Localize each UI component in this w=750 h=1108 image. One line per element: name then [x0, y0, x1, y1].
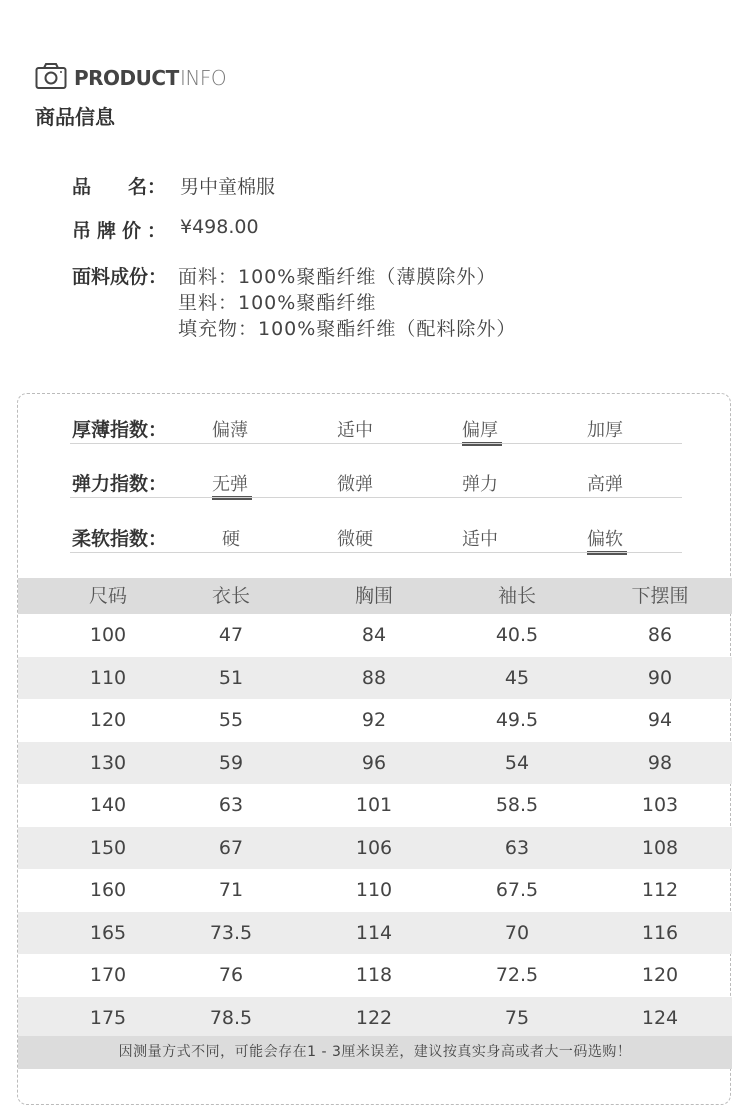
- price-value: ¥498.00: [180, 216, 259, 238]
- fabric-line: 面料：100%聚酯纤维（薄膜除外）: [178, 266, 497, 288]
- table-cell: 90: [647, 666, 673, 689]
- table-cell: 110: [355, 879, 393, 901]
- table-cell: 86: [647, 624, 673, 646]
- table-cell: 45: [504, 666, 530, 689]
- index-option: 加厚: [587, 420, 623, 441]
- table-cell: 47: [218, 624, 244, 646]
- index-option: 微弹: [337, 474, 373, 495]
- table-row: [18, 614, 732, 657]
- table-cell: 108: [641, 836, 679, 859]
- table-cell: 67.5: [495, 879, 539, 901]
- index-option: 偏厚: [462, 420, 498, 441]
- table-row: [18, 827, 732, 870]
- name-label-first: 品: [72, 176, 122, 198]
- index-option: 适中: [462, 529, 498, 550]
- camera-icon: [35, 62, 67, 90]
- table-cell: 112: [641, 879, 679, 901]
- table-cell: 124: [641, 1006, 679, 1029]
- index-divider: [70, 443, 682, 444]
- table-cell: 120: [641, 964, 679, 986]
- index-divider: [70, 497, 682, 498]
- table-cell: 114: [355, 921, 393, 944]
- price-label: 吊牌价：: [72, 220, 173, 242]
- table-cell: 71: [218, 879, 244, 901]
- index-option: 高弹: [587, 474, 623, 495]
- table-cell: 170: [89, 964, 127, 986]
- table-row: [18, 699, 732, 742]
- index-label: 柔软指数：: [72, 528, 168, 550]
- index-option: 适中: [337, 420, 373, 441]
- header-title-light: INFO: [180, 66, 227, 90]
- table-cell: 140: [89, 794, 127, 816]
- index-divider: [70, 552, 682, 553]
- name-value: 男中童棉服: [180, 176, 276, 198]
- index-option: 弹力: [462, 474, 498, 495]
- table-cell: 98: [647, 751, 673, 774]
- header-subtitle: 商品信息: [35, 105, 115, 129]
- table-header-cell: 下摆围: [631, 585, 689, 607]
- table-cell: 100: [89, 624, 127, 646]
- table-row: [18, 912, 732, 955]
- table-cell: 63: [504, 836, 530, 859]
- fabric-line: 填充物：100%聚酯纤维（配料除外）: [178, 318, 517, 340]
- table-cell: 51: [218, 666, 244, 689]
- table-cell: 122: [355, 1006, 393, 1029]
- index-label: 弹力指数：: [72, 473, 168, 495]
- table-cell: 75: [504, 1006, 530, 1029]
- index-option: 无弹: [212, 474, 248, 495]
- index-option: 硬: [222, 529, 240, 550]
- table-row: [18, 954, 732, 997]
- table-cell: 59: [218, 751, 244, 774]
- table-header-row: [18, 578, 732, 614]
- table-cell: 101: [355, 794, 393, 816]
- table-cell: 94: [647, 709, 673, 731]
- table-cell: 55: [218, 709, 244, 731]
- table-cell: 175: [89, 1006, 127, 1029]
- table-cell: 118: [355, 964, 393, 986]
- index-option: 偏薄: [212, 420, 248, 441]
- table-header-cell: 衣长: [211, 585, 250, 607]
- table-cell: 88: [361, 666, 387, 689]
- table-cell: 110: [89, 666, 127, 689]
- table-row: [18, 869, 732, 912]
- table-cell: 96: [361, 751, 387, 774]
- index-option: 微硬: [337, 529, 373, 550]
- name-label-second: 名：: [128, 176, 167, 198]
- table-row: [18, 997, 732, 1040]
- table-cell: 67: [218, 836, 244, 859]
- fabric-line: 里料：100%聚酯纤维: [178, 292, 377, 314]
- table-row: [18, 657, 732, 700]
- measurement-note: 因测量方式不同，可能会存在1 - 3厘米误差，建议按真实身高或者大一码选购！: [18, 1036, 732, 1069]
- table-cell: 120: [89, 709, 127, 731]
- table-row: [18, 742, 732, 785]
- table-cell: 78.5: [209, 1006, 253, 1029]
- table-cell: 76: [218, 964, 244, 986]
- table-row: [18, 784, 732, 827]
- table-cell: 103: [641, 794, 679, 816]
- table-header-cell: 袖长: [497, 585, 536, 607]
- table-cell: 73.5: [209, 921, 253, 944]
- table-cell: 70: [504, 921, 530, 944]
- header-title-bold: PRODUCT: [74, 66, 179, 90]
- index-option: 偏软: [587, 529, 623, 550]
- fabric-label: 面料成份：: [72, 266, 168, 288]
- index-label: 厚薄指数：: [72, 419, 168, 441]
- table-cell: 58.5: [495, 794, 539, 816]
- table-cell: 40.5: [495, 624, 539, 646]
- table-header-cell: 尺码: [88, 585, 127, 607]
- table-cell: 54: [504, 751, 530, 774]
- table-cell: 130: [89, 751, 127, 774]
- table-cell: 106: [355, 836, 393, 859]
- table-cell: 63: [218, 794, 244, 816]
- table-cell: 92: [361, 709, 387, 731]
- table-cell: 84: [361, 624, 387, 646]
- table-cell: 160: [89, 879, 127, 901]
- table-cell: 165: [89, 921, 127, 944]
- table-header-cell: 胸围: [354, 585, 393, 607]
- table-cell: 72.5: [495, 964, 539, 986]
- table-cell: 116: [641, 921, 679, 944]
- table-cell: 49.5: [495, 709, 539, 731]
- table-cell: 150: [89, 836, 127, 859]
